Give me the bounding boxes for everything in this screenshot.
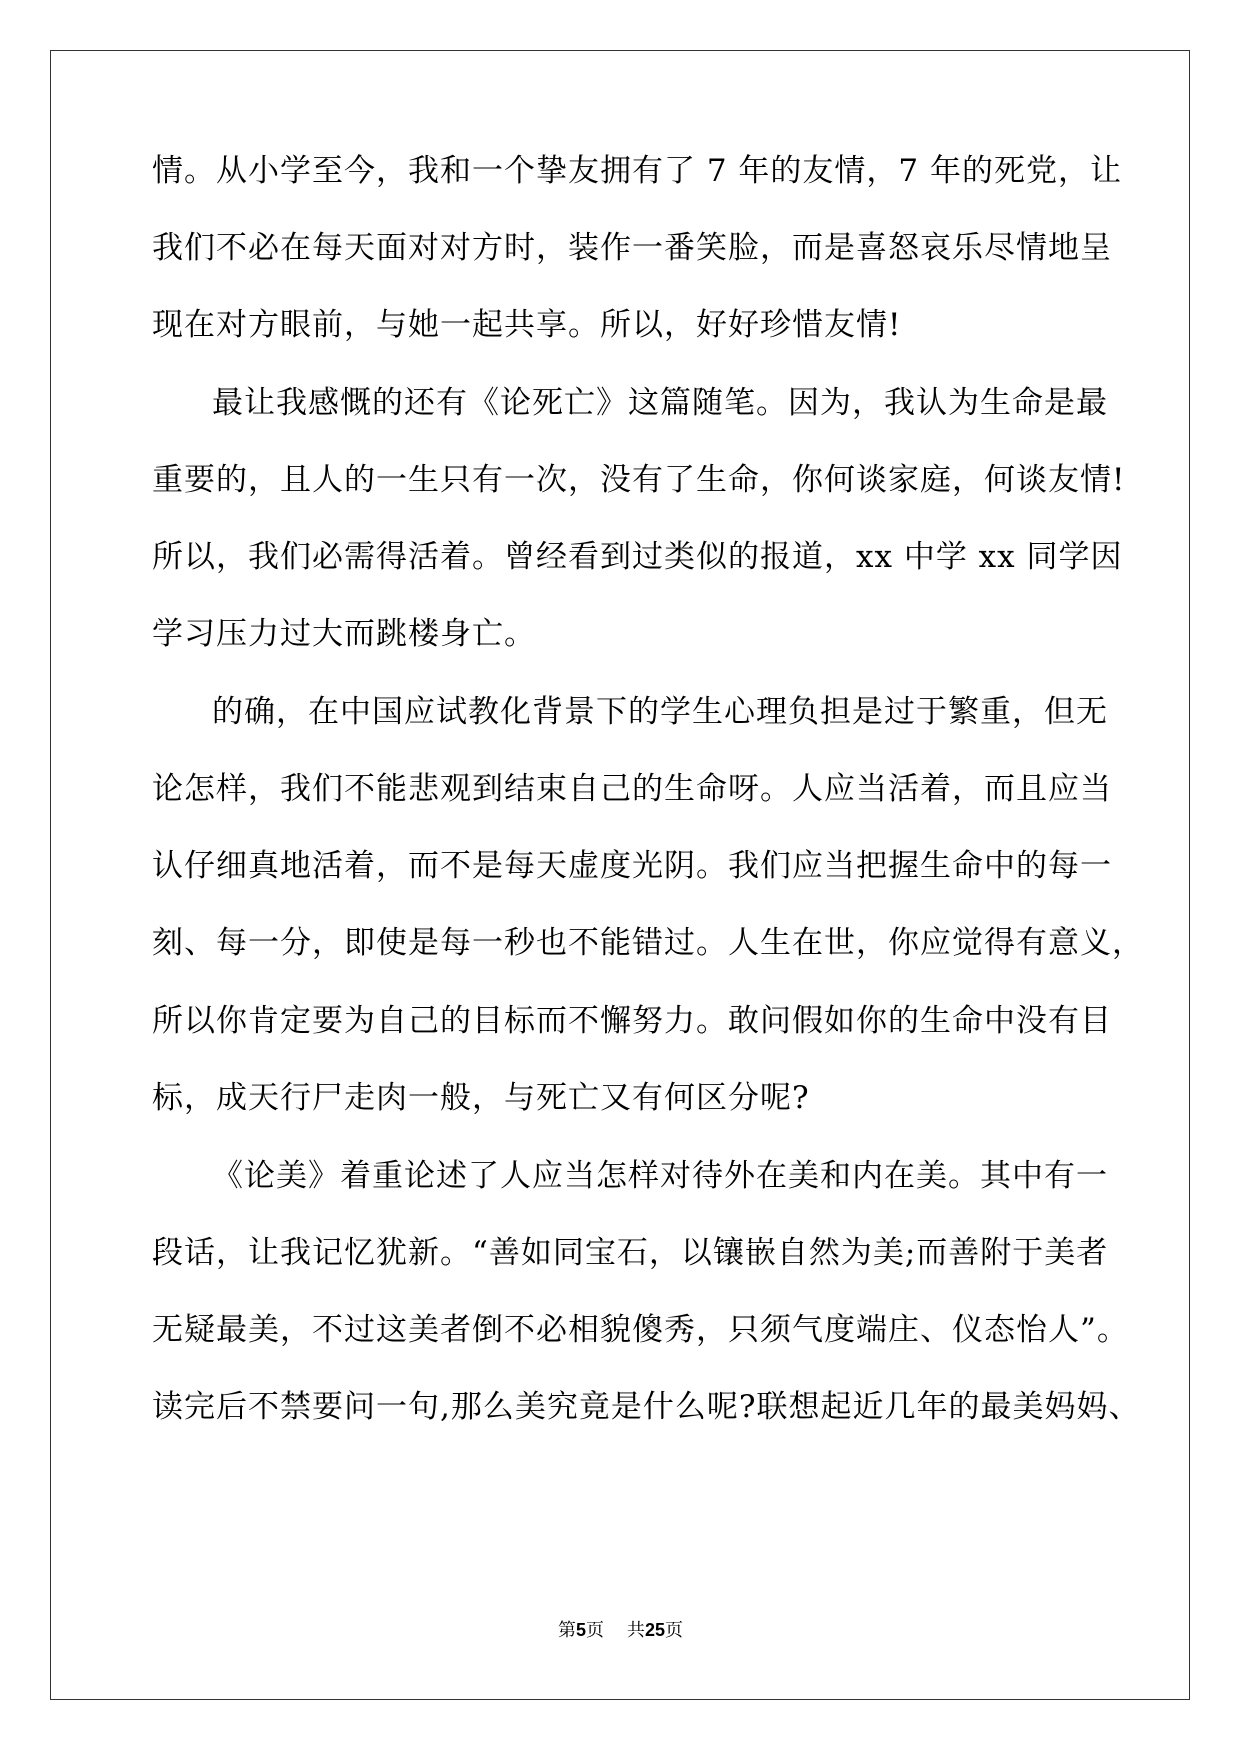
text-line: 的确，在中国应试教化背景下的学生心理负担是过于繁重，但无 — [212, 694, 1108, 730]
text-line: 认仔细真地活着，而不是每天虚度光阴。我们应当把握生命中的每一 — [152, 848, 1112, 884]
text-line: 我们不必在每天面对对方时，装作一番笑脸，而是喜怒哀乐尽情地呈 — [152, 230, 1112, 266]
text-line: 刻、每一分，即使是每一秒也不能错过。人生在世，你应觉得有意义， — [152, 925, 1144, 961]
text-line: 所以，我们必需得活着。曾经看到过类似的报道，xx 中学 xx 同学因 — [152, 539, 1123, 575]
total-page-count: 25 — [644, 1620, 665, 1640]
text-line: 重要的，且人的一生只有一次，没有了生命，你何谈家庭，何谈友情! — [152, 462, 1126, 498]
text-line: 段话，让我记忆犹新。“善如同宝石，以镶嵌自然为美;而善附于美者 — [152, 1235, 1109, 1271]
text-line: 标，成天行尸走肉一般，与死亡又有何区分呢? — [152, 1080, 810, 1116]
text-line: 所以你肯定要为自己的目标而不懈努力。敢问假如你的生命中没有目 — [152, 1003, 1112, 1039]
text-line: 无疑最美，不过这美者倒不必相貌傻秀，只须气度端庄、仪态怡人”。 — [152, 1312, 1129, 1348]
text-line: 论怎样，我们不能悲观到结束自己的生命呀。人应当活着，而且应当 — [152, 771, 1112, 807]
page-footer — [0, 1616, 1241, 1642]
text-line: 读完后不禁要问一句,那么美究竟是什么呢?联想起近几年的最美妈妈、 — [152, 1389, 1141, 1425]
current-page-number: 5 — [576, 1620, 587, 1640]
footer-suffix: 页 — [664, 1620, 683, 1641]
text-line: 现在对方眼前，与她一起共享。所以，好好珍惜友情! — [152, 307, 902, 343]
text-line: 情。从小学至今，我和一个挚友拥有了 7 年的友情，7 年的死党，让 — [152, 153, 1123, 189]
text-line: 最让我感慨的还有《论死亡》这篇随笔。因为，我认为生命是最 — [212, 385, 1108, 421]
footer-prefix: 第 — [558, 1620, 577, 1641]
footer-middle: 页 共 — [586, 1620, 645, 1641]
text-line: 学习压力过大而跳楼身亡。 — [152, 616, 536, 652]
text-line: 《论美》着重论述了人应当怎样对待外在美和内在美。其中有一 — [212, 1158, 1108, 1194]
